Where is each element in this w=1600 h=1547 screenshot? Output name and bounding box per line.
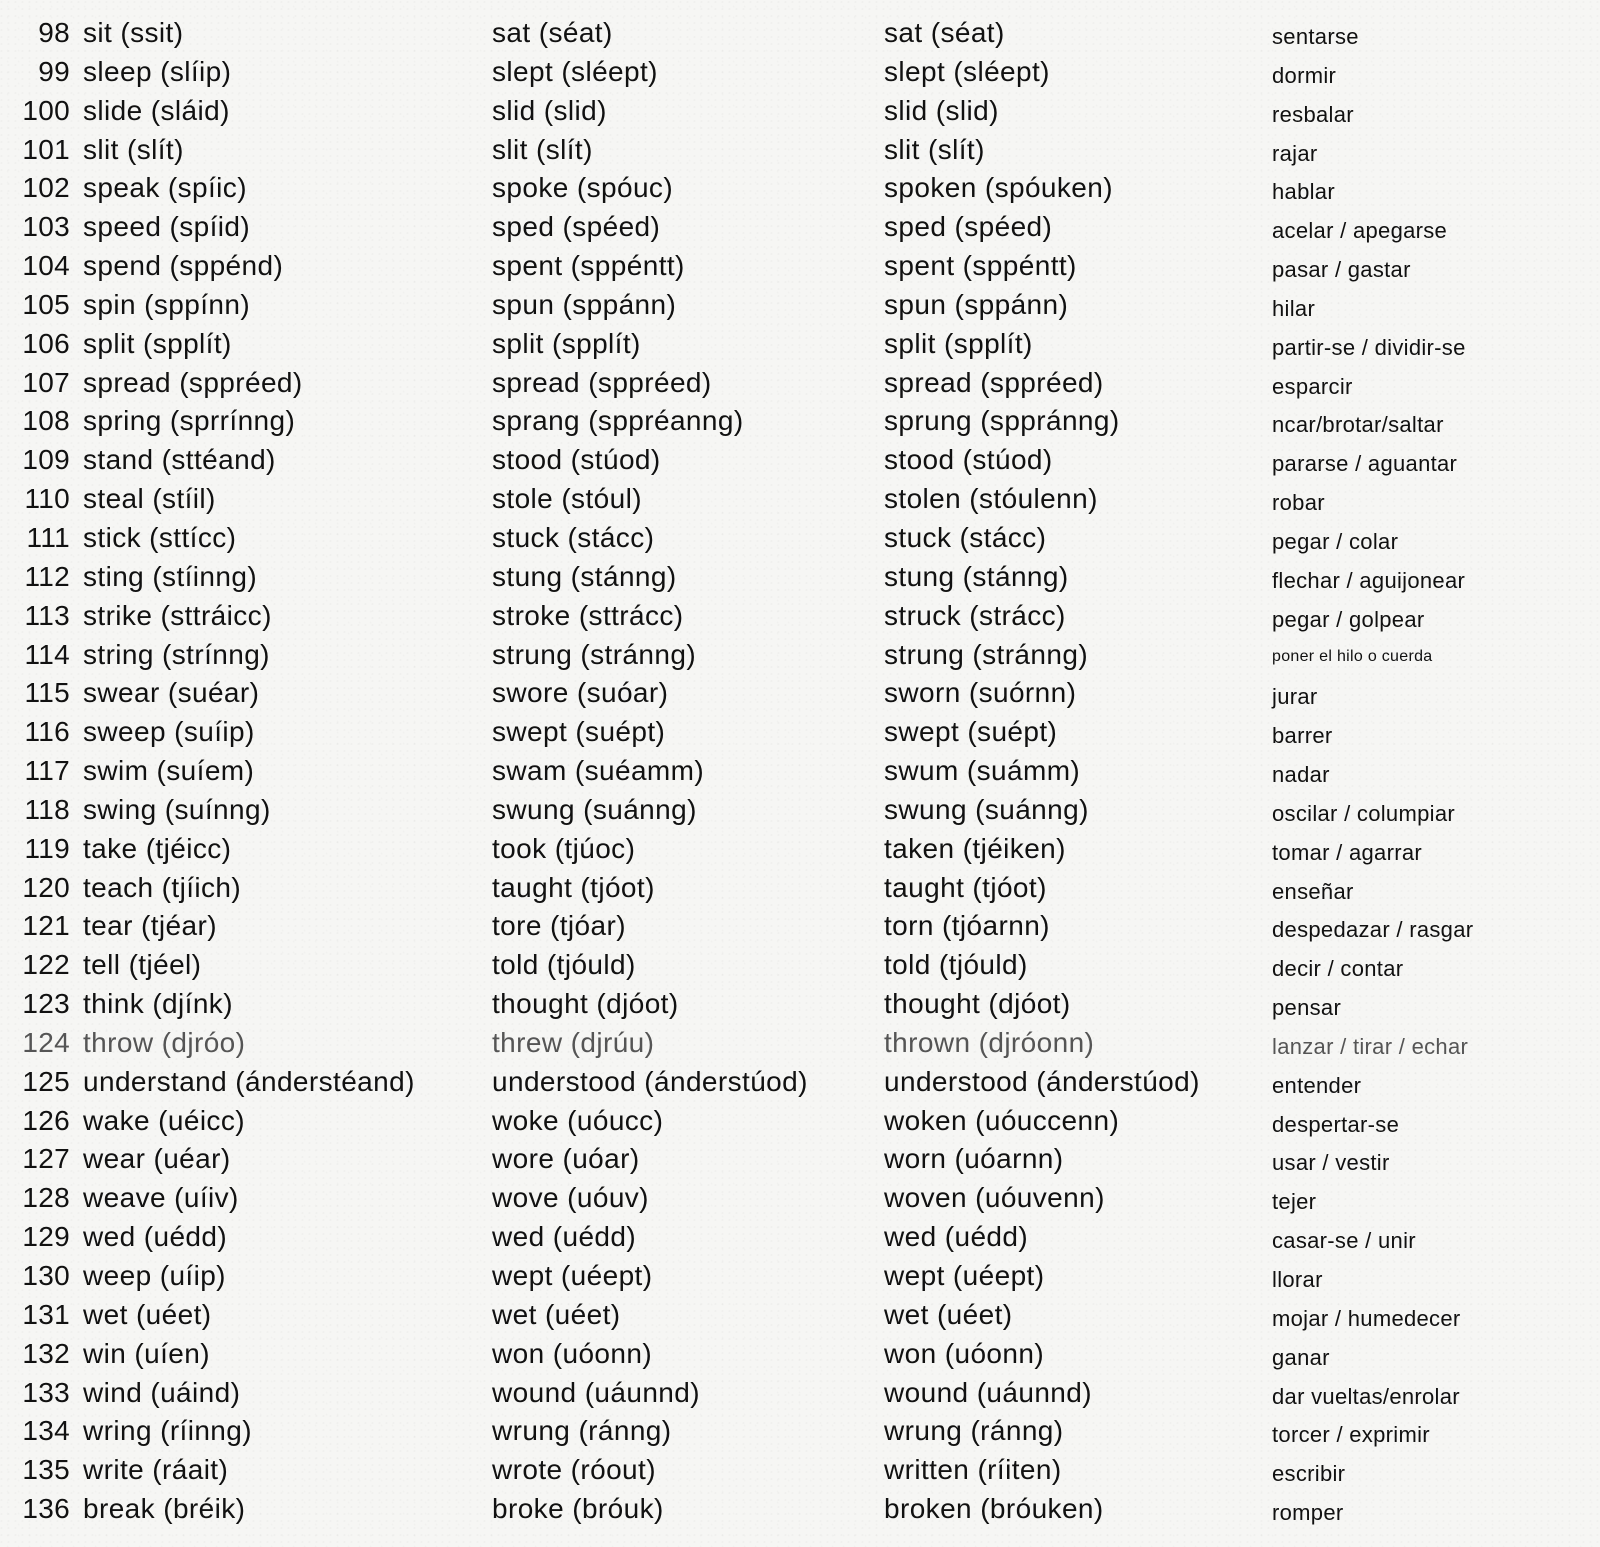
base-form: sting (stíinng) — [83, 560, 258, 592]
verb-number: 116 — [24, 716, 70, 748]
spanish-translation: dormir — [1272, 62, 1337, 88]
spanish-translation: entender — [1272, 1072, 1362, 1098]
verb-row — [0, 325, 1600, 364]
base-form: tear (tjéar) — [83, 910, 217, 942]
base-form: speed (spíid) — [83, 211, 251, 243]
past-simple: wore (uóar) — [492, 1143, 640, 1175]
base-form: speak (spíic) — [83, 172, 247, 204]
past-simple: wrung (ránng) — [492, 1415, 672, 1447]
past-participle: stung (stánng) — [884, 560, 1069, 592]
base-form: slide (sláid) — [83, 94, 230, 126]
verb-row — [0, 247, 1600, 286]
base-form: break (bréik) — [83, 1493, 246, 1525]
verb-number: 101 — [22, 133, 70, 165]
past-participle: wed (uédd) — [884, 1221, 1029, 1253]
verb-row — [0, 1257, 1600, 1296]
spanish-translation: usar / vestir — [1272, 1150, 1390, 1176]
spanish-translation: jurar — [1272, 684, 1318, 710]
past-simple: broke (bróuk) — [492, 1493, 664, 1525]
past-simple: sprang (sppréanng) — [492, 405, 744, 437]
verb-number: 107 — [22, 366, 70, 398]
verb-number: 130 — [22, 1260, 70, 1291]
verb-row — [0, 1140, 1600, 1179]
past-participle: slid (slid) — [884, 94, 999, 126]
verb-number: 114 — [24, 638, 70, 670]
verb-number: 103 — [22, 211, 70, 243]
verb-row — [0, 169, 1600, 208]
verb-row — [0, 208, 1600, 247]
base-form: stand (sttéand) — [83, 444, 276, 476]
spanish-translation: enseñar — [1272, 878, 1354, 904]
verb-number: 128 — [22, 1182, 70, 1214]
base-form: stick (sttícc) — [83, 521, 237, 553]
past-participle: sat (séat) — [884, 17, 1005, 48]
spanish-translation: pensar — [1272, 995, 1342, 1021]
past-simple: slept (sléept) — [492, 55, 658, 87]
spanish-translation: oscilar / columpiar — [1272, 800, 1455, 826]
spanish-translation: nadar — [1272, 762, 1330, 788]
spanish-translation: sentarse — [1272, 24, 1359, 49]
verb-row — [0, 1296, 1600, 1335]
base-form: string (strínng) — [83, 638, 270, 670]
spanish-translation: decir / contar — [1272, 956, 1404, 982]
past-simple: understood (ánderstúod) — [492, 1065, 808, 1097]
past-participle: split (spplít) — [884, 327, 1033, 359]
base-form: wring (ríinng) — [83, 1415, 252, 1447]
base-form: spring (sprrínng) — [83, 405, 296, 437]
spanish-translation: partir-se / dividir-se — [1272, 334, 1466, 360]
past-participle: understood (ánderstúod) — [884, 1065, 1200, 1097]
verb-row — [0, 1451, 1600, 1490]
spanish-translation: pegar / golpear — [1272, 606, 1425, 632]
past-simple: wrote (róout) — [492, 1454, 656, 1486]
past-participle: swung (suánng) — [884, 793, 1089, 825]
verb-number: 104 — [22, 250, 70, 282]
past-participle: struck (strácc) — [884, 599, 1066, 631]
spanish-translation: llorar — [1272, 1267, 1323, 1292]
past-participle: slit (slít) — [884, 133, 985, 165]
past-simple: slid (slid) — [492, 94, 607, 126]
past-participle: slept (sléept) — [884, 55, 1050, 87]
spanish-translation: dar vueltas/enrolar — [1272, 1383, 1460, 1409]
past-participle: sworn (suórnn) — [884, 677, 1077, 709]
past-simple: spoke (spóuc) — [492, 172, 674, 204]
past-simple: tore (tjóar) — [492, 910, 626, 942]
base-form: strike (sttráicc) — [83, 599, 272, 631]
verb-row — [0, 519, 1600, 558]
past-simple: wept (uéept) — [492, 1260, 653, 1291]
spanish-translation: escribir — [1272, 1461, 1346, 1487]
verb-number: 125 — [22, 1065, 70, 1097]
spanish-translation: hilar — [1272, 295, 1316, 321]
past-participle: stuck (stácc) — [884, 521, 1047, 553]
verb-row — [0, 364, 1600, 403]
past-participle: wrung (ránng) — [884, 1415, 1064, 1447]
spanish-translation: despedazar / rasgar — [1272, 917, 1474, 943]
verb-row — [0, 1063, 1600, 1102]
past-participle: swept (suépt) — [884, 716, 1058, 748]
past-participle: swum (suámm) — [884, 755, 1081, 787]
verb-number: 121 — [22, 910, 70, 942]
base-form: write (ráait) — [83, 1454, 229, 1486]
verb-row — [0, 791, 1600, 830]
past-participle: woven (uóuvenn) — [884, 1182, 1105, 1214]
verb-row — [0, 402, 1600, 441]
base-form: spin (sppínn) — [83, 288, 251, 320]
verb-row — [0, 131, 1600, 170]
spanish-translation: mojar / humedecer — [1272, 1305, 1461, 1331]
verb-row — [0, 53, 1600, 92]
verb-number: 126 — [22, 1104, 70, 1136]
past-participle: spoken (spóuken) — [884, 172, 1113, 204]
past-simple: won (uóonn) — [492, 1337, 653, 1369]
past-participle: told (tjóuld) — [884, 949, 1028, 981]
past-participle: wept (uéept) — [884, 1260, 1045, 1291]
verb-number: 102 — [22, 172, 70, 204]
past-simple: spent (sppéntt) — [492, 250, 685, 282]
past-participle: woken (uóuccenn) — [884, 1104, 1120, 1136]
base-form: wed (uédd) — [83, 1221, 228, 1253]
verb-row — [0, 830, 1600, 869]
verb-number: 109 — [22, 444, 70, 476]
verb-number: 133 — [22, 1376, 70, 1408]
base-form: understand (ánderstéand) — [83, 1065, 415, 1097]
verb-row — [0, 1179, 1600, 1218]
verb-row — [0, 1102, 1600, 1141]
spanish-translation: acelar / apegarse — [1272, 218, 1448, 244]
past-simple: sat (séat) — [492, 17, 613, 48]
verb-row — [0, 1335, 1600, 1374]
verb-number: 117 — [24, 755, 70, 787]
base-form: steal (stíil) — [83, 483, 216, 515]
base-form: slit (slít) — [83, 133, 184, 165]
verb-number: 100 — [22, 94, 70, 126]
past-simple: split (spplít) — [492, 327, 641, 359]
past-participle: spun (sppánn) — [884, 288, 1069, 320]
base-form: win (uíen) — [83, 1337, 210, 1369]
verb-row — [0, 14, 1600, 53]
past-participle: thought (djóot) — [884, 988, 1071, 1020]
base-form: teach (tjíich) — [83, 871, 242, 903]
past-simple: wound (uáunnd) — [492, 1376, 700, 1408]
past-simple: wove (uóuv) — [492, 1182, 649, 1214]
spanish-translation: lanzar / tirar / echar — [1272, 1033, 1469, 1059]
past-participle: worn (uóarnn) — [884, 1143, 1064, 1175]
verb-number: 118 — [24, 793, 70, 825]
past-participle: stolen (stóulenn) — [884, 483, 1098, 515]
verb-number: 129 — [22, 1221, 70, 1253]
past-participle: sprung (sppránng) — [884, 405, 1120, 437]
past-participle: stood (stúod) — [884, 444, 1053, 476]
past-simple: stroke (sttrácc) — [492, 599, 684, 631]
verb-row — [0, 480, 1600, 519]
spanish-translation: pararse / aguantar — [1272, 451, 1458, 477]
past-simple: swam (suéamm) — [492, 755, 705, 787]
past-simple: slit (slít) — [492, 133, 593, 165]
spanish-translation: tejer — [1272, 1189, 1317, 1215]
verb-number: 110 — [24, 483, 70, 515]
past-participle: thrown (djróonn) — [884, 1026, 1095, 1058]
base-form: wind (uáind) — [83, 1376, 241, 1408]
verb-row — [0, 907, 1600, 946]
base-form: sit (ssit) — [83, 17, 184, 48]
past-participle: spent (sppéntt) — [884, 250, 1077, 282]
past-simple: stole (stóul) — [492, 483, 642, 515]
verb-number: 132 — [22, 1337, 70, 1369]
verb-number: 106 — [22, 327, 70, 359]
base-form: tell (tjéel) — [83, 949, 202, 981]
past-simple: took (tjúoc) — [492, 832, 636, 864]
spanish-translation: esparcir — [1272, 373, 1353, 399]
base-form: weep (uíip) — [83, 1260, 226, 1291]
spanish-translation: pegar / colar — [1272, 528, 1399, 554]
past-participle: taken (tjéiken) — [884, 832, 1066, 864]
past-participle: won (uóonn) — [884, 1337, 1045, 1369]
verb-row — [0, 286, 1600, 325]
spanish-translation: rajar — [1272, 140, 1318, 166]
base-form: sleep (slíip) — [83, 55, 232, 87]
base-form: swing (suínng) — [83, 793, 271, 825]
base-form: weave (uíiv) — [83, 1182, 239, 1214]
past-simple: told (tjóuld) — [492, 949, 636, 981]
past-participle: spread (sppréed) — [884, 366, 1104, 398]
past-participle: taught (tjóot) — [884, 871, 1047, 903]
past-participle: wound (uáunnd) — [884, 1376, 1092, 1408]
spanish-translation: barrer — [1272, 723, 1333, 749]
verb-number: 136 — [22, 1493, 70, 1525]
verb-number: 127 — [22, 1143, 70, 1175]
past-simple: thought (djóot) — [492, 988, 679, 1020]
base-form: sweep (suíip) — [83, 716, 255, 748]
verb-row — [0, 1412, 1600, 1451]
past-simple: taught (tjóot) — [492, 871, 655, 903]
verb-row — [0, 674, 1600, 713]
spanish-translation: casar-se / unir — [1272, 1228, 1416, 1254]
spanish-translation: flechar / aguijonear — [1272, 567, 1466, 593]
verb-row — [0, 985, 1600, 1024]
past-simple: spread (sppréed) — [492, 366, 712, 398]
past-simple: wed (uédd) — [492, 1221, 637, 1253]
spanish-translation: ncar/brotar/saltar — [1272, 412, 1444, 438]
verb-number: 113 — [24, 599, 70, 631]
past-simple: threw (djrúu) — [492, 1026, 655, 1058]
base-form: wet (uéet) — [83, 1298, 212, 1330]
past-simple: swore (suóar) — [492, 677, 669, 709]
verb-number: 131 — [22, 1298, 70, 1330]
verb-row — [0, 441, 1600, 480]
verb-number: 99 — [38, 55, 70, 87]
spanish-translation: pasar / gastar — [1272, 257, 1411, 283]
verb-row — [0, 946, 1600, 985]
spanish-translation: romper — [1272, 1500, 1344, 1526]
past-participle: written (ríiten) — [884, 1454, 1062, 1486]
base-form: spend (sppénd) — [83, 250, 284, 282]
verb-row — [0, 1374, 1600, 1413]
verb-number: 135 — [22, 1454, 70, 1486]
verb-number: 123 — [22, 988, 70, 1020]
base-form: take (tjéicc) — [83, 832, 232, 864]
past-participle: sped (spéed) — [884, 211, 1053, 243]
spanish-translation: ganar — [1272, 1344, 1330, 1370]
past-simple: swung (suánng) — [492, 793, 697, 825]
verb-number: 108 — [22, 405, 70, 437]
irregular-verbs-table — [0, 14, 1600, 1529]
base-form: swim (suíem) — [83, 755, 255, 787]
past-simple: stuck (stácc) — [492, 521, 655, 553]
past-participle: wet (uéet) — [884, 1298, 1013, 1330]
base-form: spread (sppréed) — [83, 366, 303, 398]
verb-number: 115 — [24, 677, 70, 709]
past-simple: woke (uóucc) — [492, 1104, 664, 1136]
base-form: think (djínk) — [83, 988, 233, 1020]
past-simple: sped (spéed) — [492, 211, 661, 243]
past-simple: swept (suépt) — [492, 716, 666, 748]
verb-row — [0, 597, 1600, 636]
spanish-translation: torcer / exprimir — [1272, 1422, 1430, 1448]
verb-number: 111 — [26, 521, 70, 553]
verb-row — [0, 713, 1600, 752]
spanish-translation: tomar / agarrar — [1272, 839, 1422, 865]
verb-row — [0, 1024, 1600, 1063]
past-simple: wet (uéet) — [492, 1298, 621, 1330]
past-simple: spun (sppánn) — [492, 288, 677, 320]
verb-number: 112 — [24, 560, 70, 592]
base-form: swear (suéar) — [83, 677, 260, 709]
verb-row — [0, 1218, 1600, 1257]
base-form: wear (uéar) — [83, 1143, 231, 1175]
verb-number: 122 — [22, 949, 70, 981]
base-form: split (spplít) — [83, 327, 232, 359]
past-participle: broken (bróuken) — [884, 1493, 1104, 1525]
past-participle: strung (stránng) — [884, 638, 1089, 670]
spanish-translation: poner el hilo o cuerda — [1272, 647, 1433, 665]
verb-number: 134 — [22, 1415, 70, 1447]
verb-number: 120 — [22, 871, 70, 903]
spanish-translation: despertar-se — [1272, 1111, 1400, 1137]
verb-number: 124 — [22, 1026, 70, 1058]
verb-number: 98 — [38, 17, 70, 48]
spanish-translation: robar — [1272, 490, 1325, 516]
verb-number: 119 — [24, 832, 70, 864]
past-simple: stood (stúod) — [492, 444, 661, 476]
verb-row — [0, 869, 1600, 908]
past-simple: stung (stánng) — [492, 560, 677, 592]
verb-row — [0, 92, 1600, 131]
verb-row — [0, 636, 1600, 675]
spanish-translation: hablar — [1272, 179, 1335, 205]
verb-row — [0, 558, 1600, 597]
spanish-translation: resbalar — [1272, 101, 1354, 127]
past-participle: torn (tjóarnn) — [884, 910, 1050, 942]
base-form: wake (uéicc) — [83, 1104, 245, 1136]
base-form: throw (djróo) — [83, 1026, 246, 1058]
verb-row — [0, 1490, 1600, 1529]
past-simple: strung (stránng) — [492, 638, 697, 670]
verb-number: 105 — [22, 288, 70, 320]
verb-row — [0, 752, 1600, 791]
